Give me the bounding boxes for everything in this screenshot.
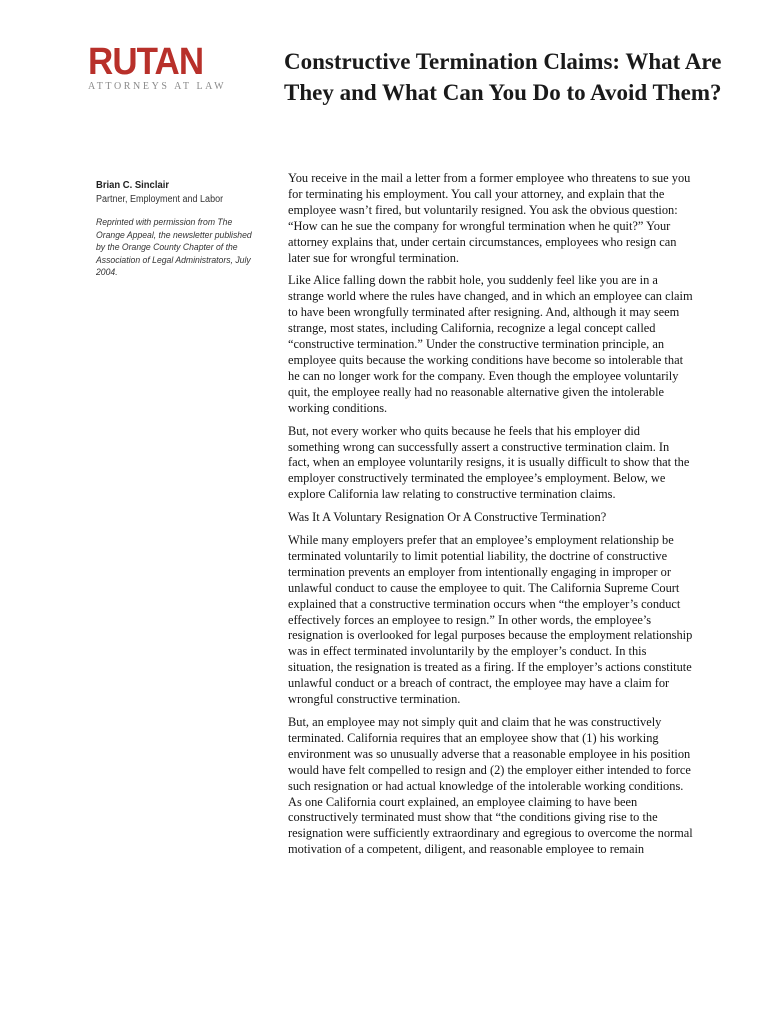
reprint-note: Reprinted with permission from The Orange Appeal, the newsletter published by the Orange County Chapter of the Association of Legal Administrators, July 2004. — [96, 217, 252, 279]
body-paragraph: Like Alice falling down the rabbit hole, you suddenly feel like you are in a strange world where the rules have changed, and in which an employee can claim to have been wrongfully terminated after resigning. And, although it may seem strange, most states, including California, recognize a legal concept called “constructive termination.” Under the constructive termination principle, an employee quits because the working conditions have become so intolerable that he can no longer work for the company. Even though the employee voluntarily quit, the employee really had no reasonable alternative given the intolerable working conditions. — [288, 273, 693, 415]
logo-tagline: ATTORNEYS AT LAW — [88, 81, 227, 92]
article-title: Constructive Termination Claims: What Are They and What Can You Do to Avoid Them? — [284, 49, 722, 105]
body-paragraph: But, an employee may not simply quit and claim that he was constructively terminated. California requires that an employee show that (1) his working environment was so unusually adverse that a reasonable employee in his position would have felt compelled to resign and (2) the employer either intended to force such resignation or had actual knowledge of the intolerable working conditions. As one California court explained, an employee claiming to have been constructively terminated must show that “the conditions giving rise to the resignation were sufficiently extraordinary and egregious to overcome the normal motivation of a competent, diligent, and reasonable employee to remain — [288, 715, 693, 857]
author-role: Partner, Employment and Labor — [96, 194, 224, 205]
body-paragraph: But, not every worker who quits because he feels that his employer did something wrong can successfully assert a constructive termination claim. In fact, when an employee voluntarily resigns, it is usually difficult to show that the employer constructively terminated the employee’s employment. Below, we explore California law relating to constructive termination claims. — [288, 423, 690, 502]
body-paragraph: While many employers prefer that an employee’s employment relationship be terminated voluntarily to limit potential liability, the doctrine of constructive termination prevents an employer from intentionally engaging in improper or unlawful conduct to cause the employee to quit. The California Supreme Court explained that a constructive termination occurs when “the employer’s conduct effectively forces an employee to resign.” In other words, the employee’s resignation is overlooked for legal purposes because the employment relationship was in effect terminated involuntarily by the employer’s conduct. In this situation, the resignation is treated as a firing. If the employer’s actions constitute unlawful conduct or a breach of contract, the employee may have a claim for wrongful constructive termination. — [288, 533, 693, 707]
author-name: Brian C. Sinclair — [96, 179, 169, 191]
logo-wordmark: RUTAN — [88, 41, 204, 83]
firm-logo — [88, 41, 238, 92]
author-sidebar — [96, 178, 264, 280]
article-body — [288, 171, 693, 865]
section-heading: Was It A Voluntary Resignation Or A Constructive Termination? — [288, 510, 607, 525]
body-paragraph: You receive in the mail a letter from a former employee who threatens to sue you for terminating his employment. You call your attorney, and explain that the employee wasn’t fired, but voluntarily resigned. You ask the obvious question: “How can he sue the company for wrongful termination when he quit?” Your attorney explains that, under certain circumstances, employees who resign can later sue for wrongful termination. — [288, 171, 691, 265]
